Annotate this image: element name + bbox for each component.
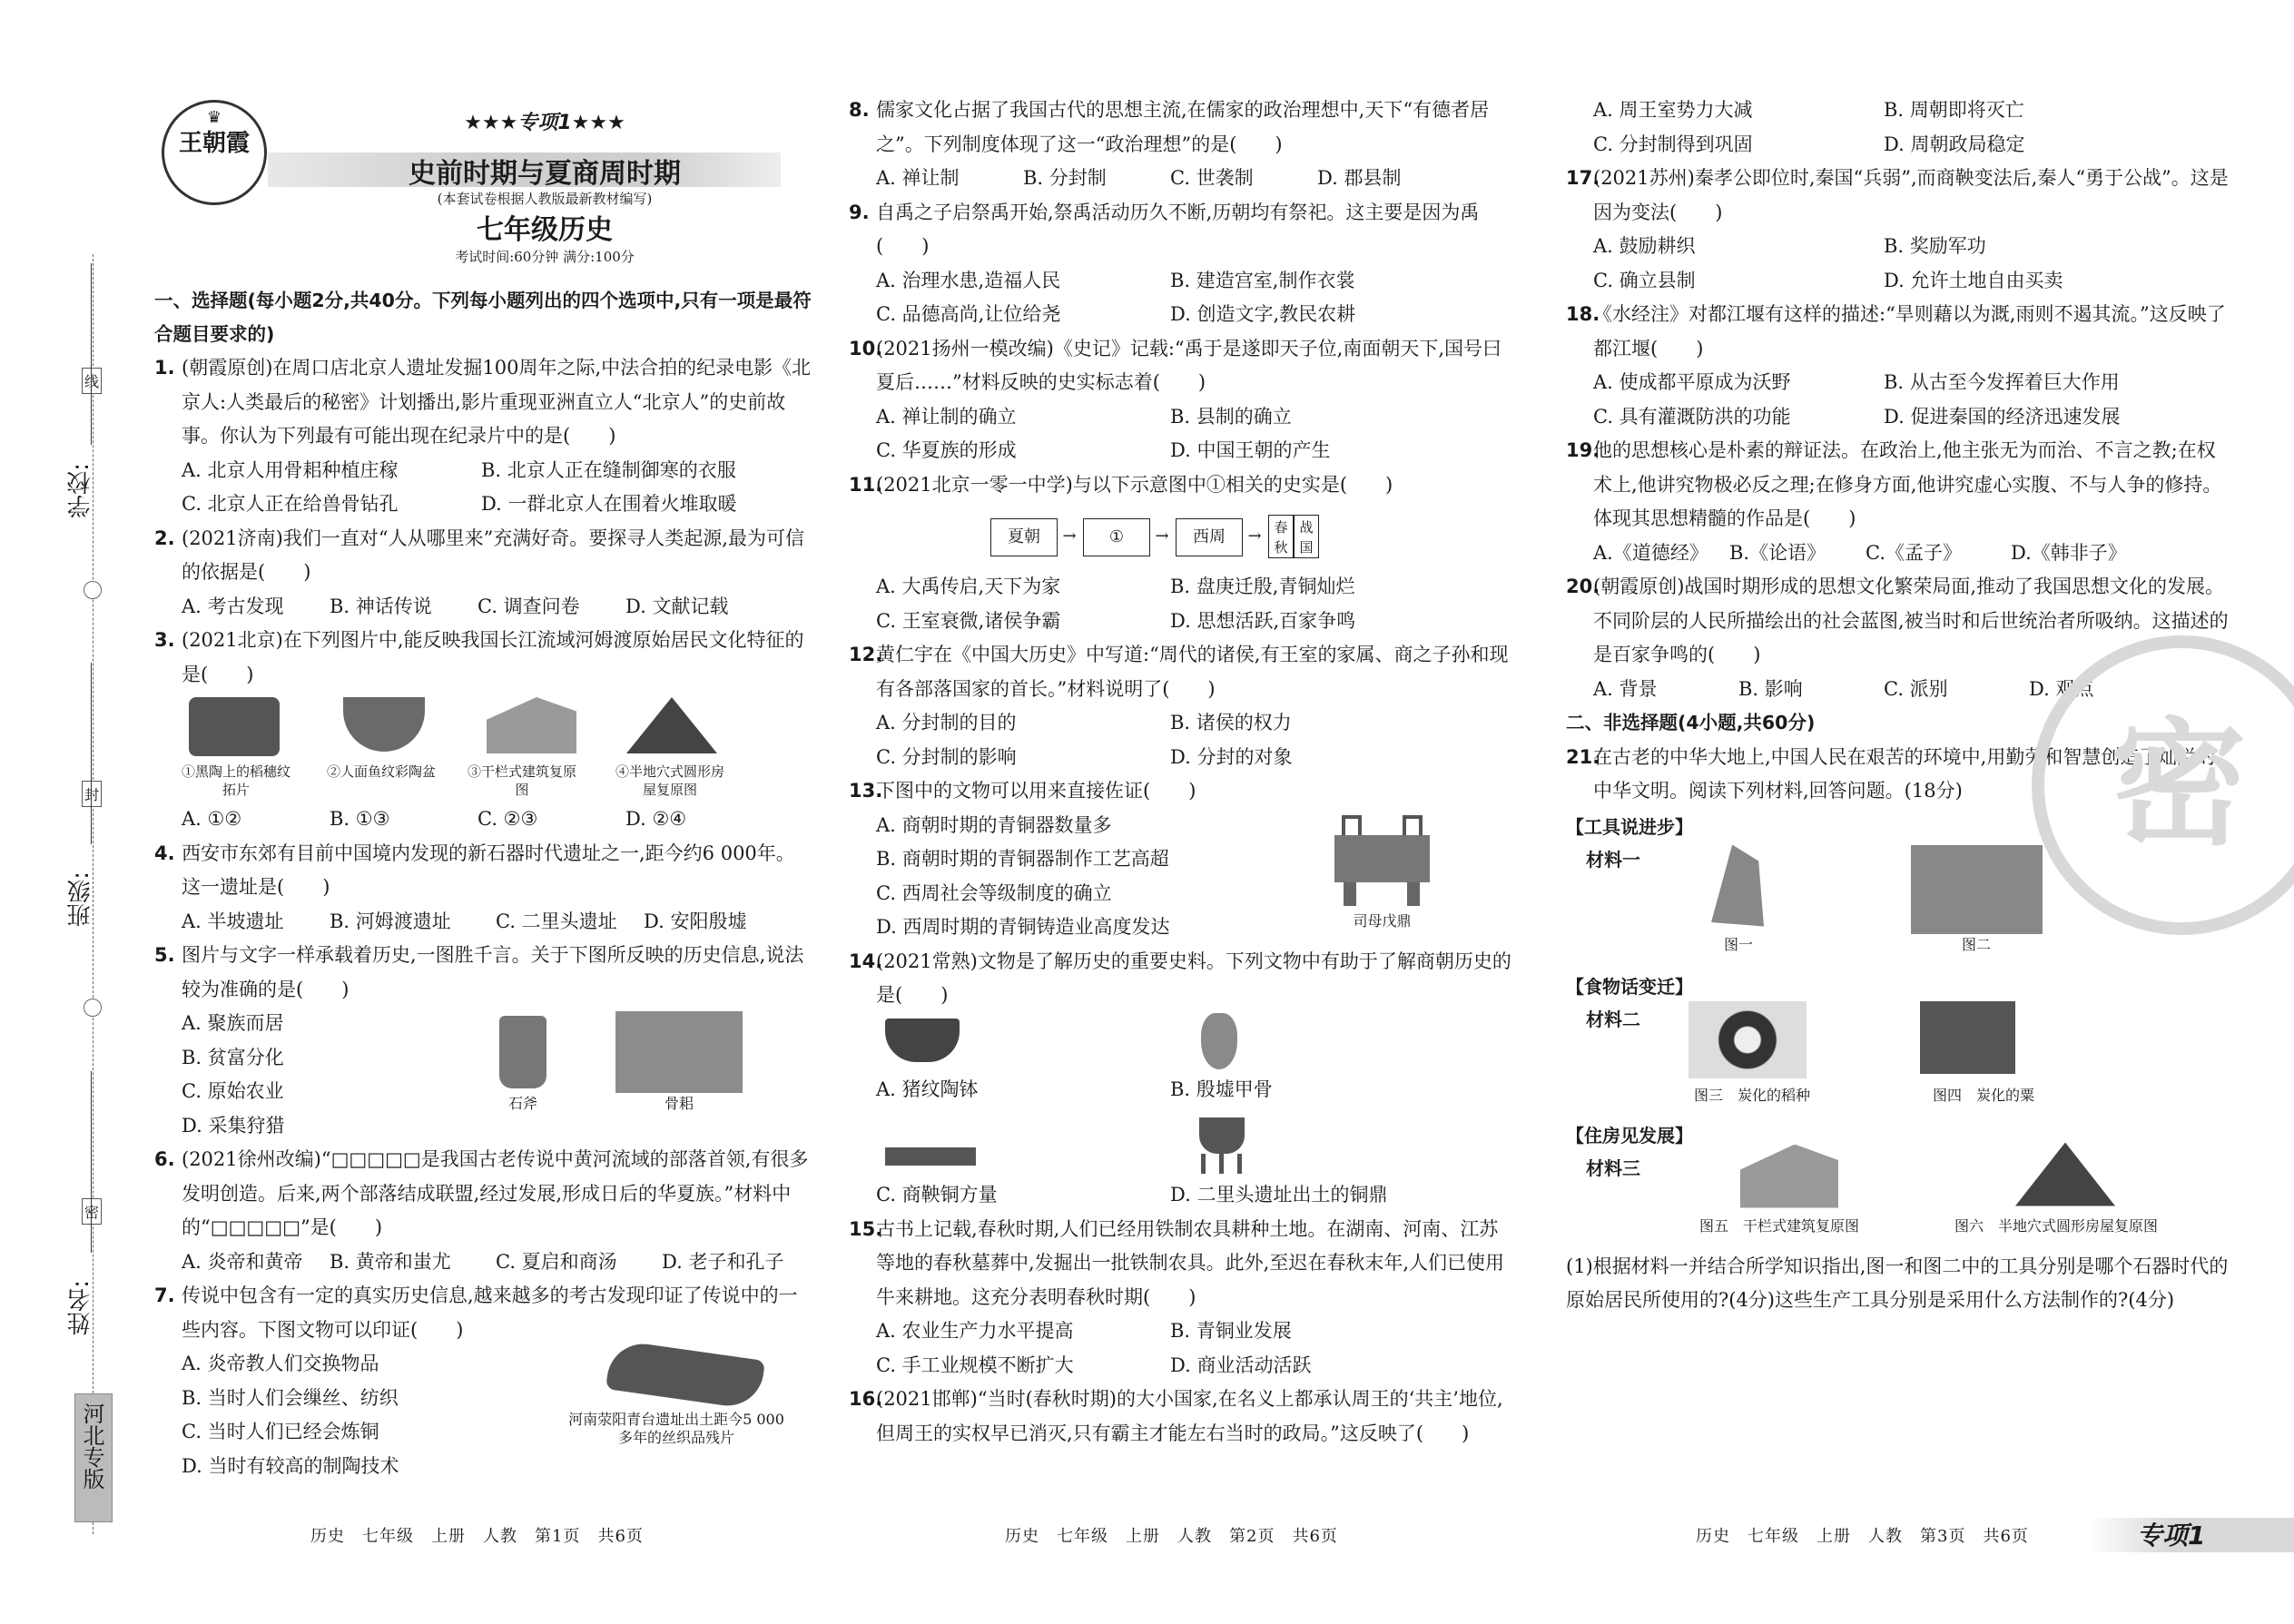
question-number: 16. bbox=[849, 1388, 883, 1410]
pottery-bowl-image bbox=[885, 1019, 960, 1062]
option-d: D. ②④ bbox=[625, 808, 687, 830]
option-d: D. 周朝政局稳定 bbox=[1884, 133, 2025, 155]
option-b: B. 盘庚迁殷,青铜灿烂 bbox=[1170, 576, 1355, 597]
question-5 bbox=[154, 939, 812, 1143]
question-text: 他的思想核心是朴素的辩证法。在政治上,他主张无为而治、不言之教;在权术上,他讲究物极必反之理;在修身方面,他讲究虚心实腹、不与人争的修持。体现其思想精髓的作品是( ) bbox=[1593, 439, 2222, 529]
question-text: 在古老的中华大地上,中国人民在艰苦的环境中,用勤劳和智慧创造了灿烂的中华文明。阅读下列材料,回答问题。(18分) bbox=[1593, 745, 2216, 802]
option-d: D. 中国王朝的产生 bbox=[1170, 439, 1331, 461]
figure-caption: ③干栏式建筑复原图 bbox=[468, 763, 577, 798]
oracle-bone-image bbox=[1201, 1013, 1237, 1069]
flow-box: 西周 bbox=[1176, 518, 1243, 556]
option-c: C. 北京人正在给兽骨钻孔 bbox=[182, 493, 399, 515]
option-b: B. 北京人正在缝制御寒的衣服 bbox=[481, 458, 736, 481]
question-number: 10. bbox=[849, 337, 883, 359]
edition-note: (本套试卷根据人教版最新教材编写) bbox=[437, 191, 653, 207]
question-number: 17. bbox=[1566, 167, 1600, 189]
option-a: A. 聚族而居 bbox=[182, 1012, 284, 1034]
question-3 bbox=[154, 624, 812, 837]
option-a: A.《道德经》 bbox=[1593, 541, 1708, 564]
option-a: A. 猪纹陶钵 bbox=[876, 1078, 979, 1100]
question-text: 自禹之子启祭禹开始,祭禹活动历久不断,历朝均有祭祀。这主要是因为禹( ) bbox=[876, 201, 1480, 257]
flow-box: 战国 bbox=[1294, 515, 1319, 558]
option-d: D. 老子和孔子 bbox=[662, 1250, 784, 1273]
question-15 bbox=[849, 1213, 1516, 1383]
question-number: 9. bbox=[849, 201, 870, 223]
option-c: C. 派别 bbox=[1884, 677, 1948, 700]
figure-caption: 图四 炭化的粟 bbox=[1932, 1086, 2034, 1104]
question-text: 黄仁宇在《中国大历史》中写道:“周代的诸侯,有王室的家属、商之子孙和现有各部落国家的首长。”材料说明了( ) bbox=[876, 644, 1509, 700]
ding-vessel-image bbox=[1334, 815, 1430, 906]
question-11 bbox=[849, 468, 1516, 639]
option-b: B. 神话传说 bbox=[330, 595, 432, 617]
option-c: C. 分封制得到巩固 bbox=[1593, 133, 1753, 155]
option-b: B. 青铜业发展 bbox=[1170, 1320, 1292, 1342]
material-heading: 【住房见发展】 bbox=[1566, 1124, 1693, 1147]
question-number: 3. bbox=[154, 629, 175, 651]
question-number: 14. bbox=[849, 950, 883, 972]
question-number: 6. bbox=[154, 1148, 175, 1170]
option-d: D. 安阳殷墟 bbox=[644, 910, 747, 932]
question-16 bbox=[849, 1383, 1516, 1451]
footer-tag: 专项1 bbox=[2137, 1521, 2206, 1550]
subject-title: 七年级历史 bbox=[477, 214, 613, 246]
option-a: A. 背景 bbox=[1593, 677, 1658, 700]
option-d: D. 文献记载 bbox=[625, 595, 729, 617]
option-a: A. 周王室势力大减 bbox=[1593, 99, 1753, 121]
question-text: (2021邯郸)“当时(春秋时期)的大小国家,在名义上都承认周王的‘共主’地位,但周王的实权早已消灭,只有霸主才能左右当时的政局。”这反映了( ) bbox=[876, 1388, 1503, 1444]
figure-caption: 石斧 bbox=[507, 1095, 537, 1112]
bronze-measure-image bbox=[885, 1147, 976, 1166]
bone-spade-image bbox=[1911, 845, 2043, 934]
series-badge: ★★★专项1★★★ bbox=[464, 112, 625, 134]
edition-text: 河北专版 bbox=[79, 1403, 104, 1490]
option-c: C. 二里头遗址 bbox=[496, 910, 617, 932]
option-b: B. 建造宫室,制作衣裳 bbox=[1170, 269, 1355, 291]
figure-caption: 图三 炭化的稻种 bbox=[1693, 1086, 1810, 1104]
question-text: 古书上记载,春秋时期,人们已经用铁制农具耕种土地。在湖南、河南、江苏等地的春秋墓葬中,发掘出一批铁制农具。此外,至迟在春秋末年,人们已使用牛来耕地。这充分表明春秋时期( ) bbox=[876, 1217, 1505, 1308]
question-text: 传说中包含有一定的真实历史信息,越来越多的考古发现印证了传说中的一些内容。下图文物可以印证( ) bbox=[182, 1284, 798, 1341]
option-d: D. 观点 bbox=[2029, 677, 2094, 700]
arrow-icon: → bbox=[1062, 527, 1077, 546]
q3-figures bbox=[182, 692, 812, 802]
question-text: (2021苏州)秦孝公即位时,秦国“兵弱”,而商鞅变法后,秦人“勇于公战”。这是因为变法( ) bbox=[1593, 167, 2229, 223]
question-number: 19. bbox=[1566, 439, 1600, 461]
question-text: (2021济南)我们一直对“人从哪里来”充满好奇。要探寻人类起源,最为可信的依据是( ) bbox=[182, 527, 804, 583]
option-c: C.《孟子》 bbox=[1866, 541, 1962, 564]
section-heading-choice: 一、选择题(每小题2分,共40分。下列每小题列出的四个选项中,只有一项是最符合题目要求的) bbox=[154, 290, 812, 345]
option-a: A. 北京人用骨耜种植庄稼 bbox=[182, 458, 399, 481]
option-b: B. 黄帝和蚩尤 bbox=[330, 1250, 451, 1273]
figure-caption: 图二 bbox=[1961, 935, 1991, 953]
question-1 bbox=[154, 351, 812, 522]
option-d: D. 分封的对象 bbox=[1170, 745, 1293, 768]
option-a: A. ①② bbox=[182, 808, 242, 830]
option-d: D. 商业活动活跃 bbox=[1170, 1353, 1312, 1376]
dynasty-flowchart bbox=[876, 502, 1516, 570]
question-13 bbox=[849, 774, 1516, 945]
question-number: 20. bbox=[1566, 576, 1600, 597]
page-footer-3: 历史 七年级 上册 人教 第3页 共6页 bbox=[1696, 1527, 2029, 1546]
logo bbox=[162, 100, 267, 205]
option-b: B. 县制的确立 bbox=[1170, 405, 1292, 428]
question-number: 2. bbox=[154, 527, 175, 549]
option-c: C. 调查问卷 bbox=[478, 595, 580, 617]
option-b: B. 诸侯的权力 bbox=[1170, 712, 1292, 733]
question-text: (2021北京)在下列图片中,能反映我国长江流域河姆渡原始居民文化特征的是( ) bbox=[182, 629, 804, 685]
option-d: D. 西周时期的青铜铸造业高度发达 bbox=[876, 916, 1170, 938]
question-8 bbox=[849, 94, 1516, 196]
option-d: D. 创造文字,教民农耕 bbox=[1170, 303, 1356, 325]
figure-caption: 图一 bbox=[1723, 935, 1753, 953]
option-b: B. 商朝时期的青铜器制作工艺高超 bbox=[876, 848, 1169, 870]
question-number: 5. bbox=[154, 944, 175, 966]
option-d: D. 郡县制 bbox=[1317, 167, 1402, 189]
school-label: 学校: bbox=[67, 463, 94, 518]
watermark-stamp-text: 密 bbox=[2110, 706, 2247, 864]
question-4 bbox=[154, 837, 812, 940]
bone-spade-image bbox=[615, 1011, 743, 1093]
flow-box: 夏朝 bbox=[990, 518, 1058, 556]
school-blank bbox=[91, 263, 92, 445]
option-d: D. 促进秦国的经济迅速发展 bbox=[1884, 405, 2121, 428]
option-c: C. 商鞅铜方量 bbox=[876, 1183, 998, 1206]
material-label: 材料一 bbox=[1586, 848, 1640, 871]
option-a: A. 炎帝和黄帝 bbox=[182, 1250, 303, 1273]
option-a: A. 分封制的目的 bbox=[876, 712, 1017, 733]
question-text: 儒家文化占据了我国古代的思想主流,在儒家的政治理想中,天下“有德者居之”。下列制度体现了这一“政治理想”的是( ) bbox=[876, 99, 1490, 155]
pit-house-image bbox=[2015, 1143, 2115, 1206]
question-number: 21. bbox=[1566, 745, 1600, 768]
option-a: A. 商朝时期的青铜器数量多 bbox=[876, 813, 1112, 836]
question-17 bbox=[1566, 162, 2233, 298]
arrow-icon: → bbox=[1155, 527, 1169, 546]
option-d: D. 思想活跃,百家争鸣 bbox=[1170, 609, 1356, 632]
class-label: 班级: bbox=[67, 871, 94, 927]
bronze-ding-image bbox=[1196, 1117, 1248, 1174]
question-number: 7. bbox=[154, 1284, 175, 1306]
option-c: C. 世袭制 bbox=[1170, 167, 1254, 189]
figure-caption: ②人面鱼纹彩陶盆 bbox=[327, 763, 437, 780]
option-c: C. ②③ bbox=[478, 808, 538, 830]
option-b: B. ①③ bbox=[330, 808, 390, 830]
question-9 bbox=[849, 196, 1516, 332]
question-14 bbox=[849, 945, 1516, 1213]
seal-line-mark: 密 bbox=[82, 1198, 102, 1225]
option-b: B. 奖励军功 bbox=[1884, 235, 1986, 257]
question-number: 1. bbox=[154, 357, 175, 379]
question-text: (2021扬州一模改编)《史记》记载:“禹于是遂即天子位,南面朝天下,国号曰夏后……”材料反映的史实标志着( ) bbox=[876, 337, 1501, 393]
option-a: A. 禅让制的确立 bbox=[876, 405, 1017, 428]
name-blank bbox=[91, 1071, 92, 1253]
question-19 bbox=[1566, 434, 2233, 570]
option-a: A. 禅让制 bbox=[876, 167, 960, 189]
material-heading: 【工具说进步】 bbox=[1566, 815, 1693, 838]
option-c: C. 西周社会等级制度的确立 bbox=[876, 881, 1112, 904]
arrow-icon: → bbox=[1247, 527, 1262, 546]
painted-basin-image bbox=[343, 697, 425, 752]
option-b: B. 河姆渡遗址 bbox=[330, 910, 451, 932]
page-footer-1: 历史 七年级 上册 人教 第1页 共6页 bbox=[310, 1527, 644, 1546]
logo-text: 王朝霞 bbox=[178, 130, 250, 157]
option-a: A. 半坡遗址 bbox=[182, 910, 284, 932]
option-a: A. 农业生产力水平提高 bbox=[876, 1320, 1074, 1342]
question-number: 8. bbox=[849, 99, 870, 121]
option-c: C. 手工业规模不断扩大 bbox=[876, 1353, 1074, 1376]
option-b: B. 当时人们会缫丝、纺织 bbox=[182, 1386, 399, 1409]
crown-icon: ♛ bbox=[206, 108, 222, 127]
seal-line-mark: 线 bbox=[82, 368, 102, 394]
question-12 bbox=[849, 638, 1516, 774]
question-number: 18. bbox=[1566, 303, 1600, 325]
decor-circle bbox=[84, 581, 102, 599]
option-a: A. 使成都平原成为沃野 bbox=[1593, 371, 1791, 393]
question-number: 11. bbox=[849, 473, 883, 496]
page-footer-2: 历史 七年级 上册 人教 第2页 共6页 bbox=[1005, 1527, 1338, 1546]
option-b: B. 影响 bbox=[1738, 677, 1803, 700]
question-7 bbox=[154, 1279, 812, 1483]
seal-line-mark: 封 bbox=[82, 781, 102, 807]
option-c: C. 原始农业 bbox=[182, 1080, 284, 1102]
option-d: D.《韩非子》 bbox=[2011, 541, 2127, 564]
option-a: A. 治理水患,造福人民 bbox=[876, 269, 1061, 291]
option-c: C. 华夏族的形成 bbox=[876, 439, 1017, 461]
pottery-rubbing-image bbox=[189, 697, 280, 756]
option-a: A. 考古发现 bbox=[182, 595, 284, 617]
option-a: A. 鼓励耕织 bbox=[1593, 235, 1696, 257]
class-blank bbox=[91, 663, 92, 844]
name-label: 姓名: bbox=[67, 1280, 94, 1335]
stilt-house-image bbox=[477, 697, 576, 753]
question-text: 下图中的文物可以用来直接佐证( ) bbox=[876, 780, 1196, 802]
material-label: 材料三 bbox=[1586, 1156, 1640, 1179]
flow-box: 春秋 bbox=[1268, 515, 1294, 558]
option-c: C. 分封制的影响 bbox=[876, 745, 1017, 768]
paper-title: 史前时期与夏商周时期 bbox=[409, 158, 681, 190]
option-c: C. 夏启和商汤 bbox=[496, 1250, 617, 1273]
decor-circle bbox=[84, 999, 102, 1017]
option-b: B.《论语》 bbox=[1729, 541, 1826, 564]
option-b: B. 殷墟甲骨 bbox=[1170, 1078, 1273, 1100]
question-text: (2021徐州改编)“□□□□□是我国古老传说中黄河流域的部落首领,有很多发明创造。后来,两个部落结成联盟,经过发展,形成日后的华夏族。”材料中的“□□□□□”是( ) bbox=[182, 1148, 809, 1238]
material-heading: 【食物话变迁】 bbox=[1566, 975, 1693, 998]
option-a: A. 大禹传启,天下为家 bbox=[876, 576, 1061, 597]
option-b: B. 从古至今发挥着巨大作用 bbox=[1884, 371, 2120, 393]
question-number: 12. bbox=[849, 644, 883, 665]
option-d: D. 二里头遗址出土的铜鼎 bbox=[1170, 1183, 1388, 1206]
stilt-house-image bbox=[1729, 1145, 1838, 1208]
column-2 bbox=[849, 94, 1516, 1451]
option-c: C. 确立县制 bbox=[1593, 269, 1696, 291]
option-c: C. 具有灌溉防洪的功能 bbox=[1593, 405, 1791, 428]
question-16-options bbox=[1566, 94, 2233, 162]
section-heading-non-choice: 二、非选择题(4小题,共60分) bbox=[1566, 712, 1816, 733]
stone-tool-image bbox=[1711, 845, 1764, 927]
figure-caption: 骨耜 bbox=[664, 1095, 694, 1112]
question-text: (2021北京一零一中学)与以下示意图中①相关的史实是( ) bbox=[876, 473, 1393, 496]
figure-caption: 河南荥阳青台遗址出土距今5 000多年的丝织品残片 bbox=[568, 1411, 784, 1446]
figure-caption: 图六 半地穴式圆形房屋复原图 bbox=[1954, 1216, 2158, 1235]
question-text: (朝霞原创)战国时期形成的思想文化繁荣局面,推动了我国思想文化的发展。不同阶层的人民所描绘出的社会蓝图,被当时和后世统治者所吸纳。这描述的是百家争鸣的( ) bbox=[1593, 576, 2229, 665]
option-a: A. 炎帝教人们交换物品 bbox=[182, 1353, 379, 1374]
question-number: 4. bbox=[154, 842, 175, 864]
option-b: B. 周朝即将灭亡 bbox=[1884, 99, 2024, 121]
column-1 bbox=[154, 284, 812, 1483]
option-c: C. 当时人们已经会炼铜 bbox=[182, 1421, 379, 1442]
option-d: D. 允许土地自由买卖 bbox=[1884, 269, 2063, 291]
figure-caption: ④半地穴式圆形房屋复原图 bbox=[615, 763, 725, 798]
option-d: D. 当时有较高的制陶技术 bbox=[182, 1454, 399, 1477]
question-number: 13. bbox=[849, 780, 883, 802]
question-text: (2021常熟)文物是了解历史的重要史料。下列文物中有助于了解商朝历史的是( ) bbox=[876, 950, 1511, 1006]
exam-header bbox=[136, 87, 826, 269]
option-c: C. 王室衰微,诸侯争霸 bbox=[876, 609, 1061, 632]
question-10 bbox=[849, 332, 1516, 468]
question-text: 图片与文字一样承载着历史,一图胜千言。关于下图所反映的历史信息,说法较为准确的是( ) bbox=[182, 944, 804, 1000]
question-2 bbox=[154, 522, 812, 625]
option-d: D. 采集狩猎 bbox=[182, 1114, 285, 1137]
figure-caption: 司母戊鼎 bbox=[1353, 912, 1412, 930]
question-text: (朝霞原创)在周口店北京人遗址发掘100周年之际,中法合拍的纪录电影《北京人:人类最后的秘密》计划播出,影片重现亚洲直立人“北京人”的史前故事。你认为下列最有可能出现在纪录片中的是( ) bbox=[182, 357, 812, 447]
option-d: D. 一群北京人在围着火堆取暖 bbox=[481, 493, 737, 515]
question-6 bbox=[154, 1143, 812, 1279]
figure-caption: ①黑陶上的稻穗纹拓片 bbox=[182, 763, 291, 798]
charred-millet-image bbox=[1920, 1001, 2015, 1074]
figure-caption: 图五 干栏式建筑复原图 bbox=[1698, 1216, 1859, 1235]
question-text: 西安市东郊有目前中国境内发现的新石器时代遗址之一,距今约6 000年。这一遗址是( ) bbox=[182, 842, 795, 898]
option-b: B. 分封制 bbox=[1023, 167, 1107, 189]
pit-house-image bbox=[626, 697, 717, 753]
question-text: 《水经注》对都江堰有这样的描述:“旱则藉以为溉,雨则不遏其流。”这反映了都江堰( ) bbox=[1593, 303, 2226, 359]
material-label: 材料二 bbox=[1586, 1008, 1640, 1030]
option-b: B. 贫富分化 bbox=[182, 1046, 284, 1068]
question-18 bbox=[1566, 298, 2233, 434]
option-c: C. 品德高尚,让位给尧 bbox=[876, 303, 1061, 325]
exam-info: 考试时间:60分钟 满分:100分 bbox=[455, 249, 635, 265]
stone-axe-image bbox=[499, 1016, 546, 1088]
charred-rice-image bbox=[1689, 1001, 1807, 1078]
question-number: 15. bbox=[849, 1217, 883, 1240]
sub-question-1: (1)根据材料一并结合所学知识指出,图一和图二中的工具分别是哪个石器时代的原始居民所使用的?(4分)这些生产工具分别是采用什么方法制作的?(4分) bbox=[1566, 1255, 2229, 1311]
flow-box: ① bbox=[1083, 518, 1150, 556]
